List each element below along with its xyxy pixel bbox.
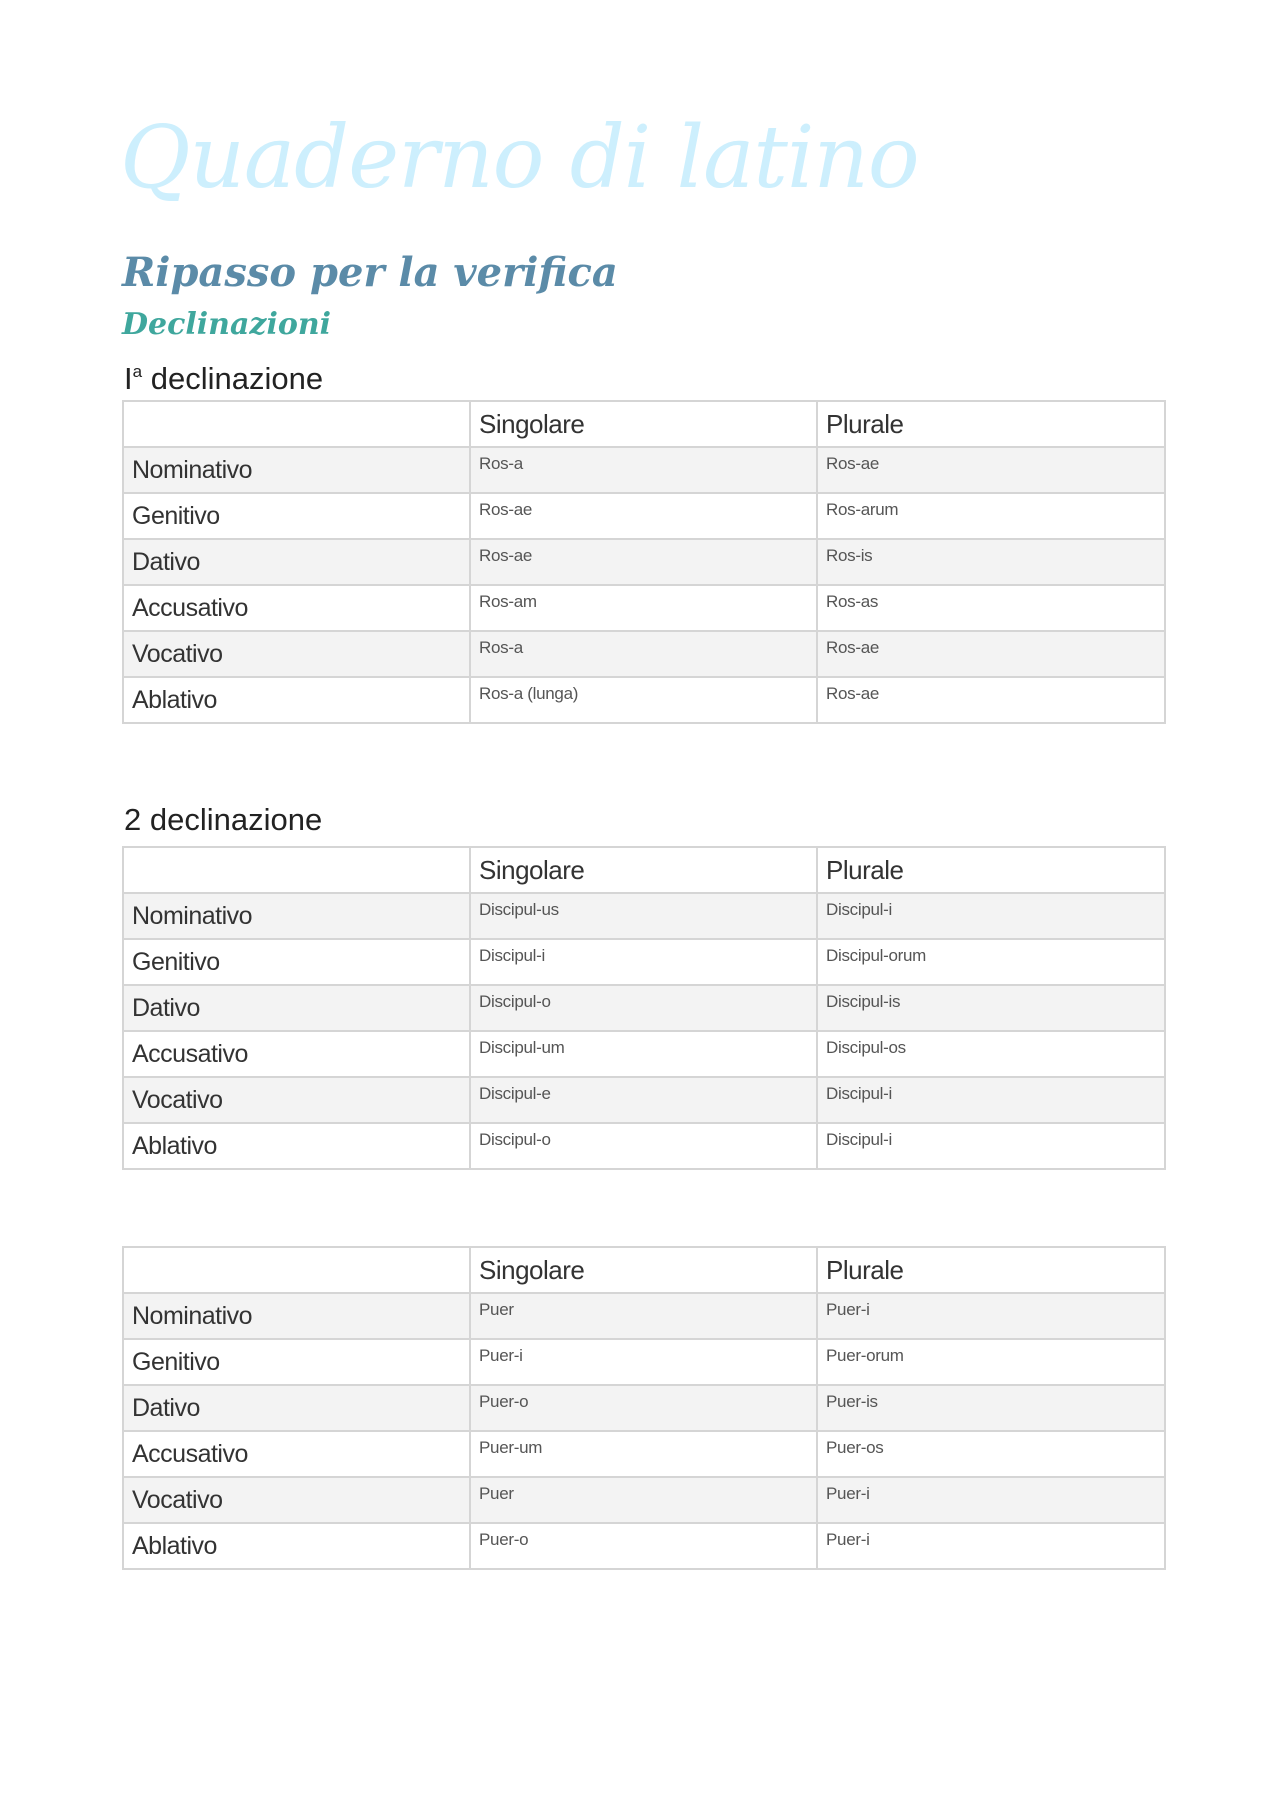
table-row xyxy=(123,1523,1165,1569)
case-cell: Nominativo xyxy=(123,447,470,493)
case-cell: Accusativo xyxy=(123,1031,470,1077)
singular-cell: Discipul-e xyxy=(470,1077,817,1123)
table-row xyxy=(123,985,1165,1031)
plural-cell: Discipul-orum xyxy=(817,939,1165,985)
singular-cell: Discipul-i xyxy=(470,939,817,985)
case-cell: Ablativo xyxy=(123,1123,470,1169)
singular-cell: Discipul-um xyxy=(470,1031,817,1077)
case-cell: Vocativo xyxy=(123,1477,470,1523)
singular-cell: Ros-a (lunga) xyxy=(470,677,817,723)
case-cell: Dativo xyxy=(123,539,470,585)
plural-cell: Discipul-i xyxy=(817,893,1165,939)
table-row xyxy=(123,1477,1165,1523)
plural-cell: Discipul-i xyxy=(817,1077,1165,1123)
case-cell: Nominativo xyxy=(123,1293,470,1339)
plural-cell: Ros-is xyxy=(817,539,1165,585)
plural-cell: Ros-ae xyxy=(817,631,1165,677)
plural-cell: Discipul-os xyxy=(817,1031,1165,1077)
table-row xyxy=(123,939,1165,985)
case-cell: Vocativo xyxy=(123,1077,470,1123)
singular-cell: Puer-o xyxy=(470,1385,817,1431)
page-title: Quaderno di latino xyxy=(120,108,919,208)
plural-cell: Ros-ae xyxy=(817,677,1165,723)
singular-cell: Discipul-us xyxy=(470,893,817,939)
table-row xyxy=(123,1385,1165,1431)
second-declension-heading: 2 declinazione xyxy=(124,802,323,837)
table-row xyxy=(123,1031,1165,1077)
case-cell: Dativo xyxy=(123,1385,470,1431)
table-header-row xyxy=(123,847,1165,893)
first-declension-heading-ordinal: a xyxy=(132,362,143,381)
page-subtitle: Ripasso per la verifica xyxy=(122,249,618,296)
case-cell: Genitivo xyxy=(123,939,470,985)
case-cell: Ablativo xyxy=(123,1523,470,1569)
plural-cell: Ros-as xyxy=(817,585,1165,631)
singular-cell: Puer xyxy=(470,1477,817,1523)
table-row xyxy=(123,447,1165,493)
case-cell: Vocativo xyxy=(123,631,470,677)
plural-cell: Puer-i xyxy=(817,1477,1165,1523)
header-cell-plural: Plurale xyxy=(817,847,1165,893)
singular-cell: Discipul-o xyxy=(470,985,817,1031)
section-heading: Declinazioni xyxy=(122,307,332,342)
case-cell: Genitivo xyxy=(123,1339,470,1385)
plural-cell: Puer-is xyxy=(817,1385,1165,1431)
table-row xyxy=(123,893,1165,939)
first-declension-table xyxy=(122,400,1166,724)
singular-cell: Ros-am xyxy=(470,585,817,631)
table-row xyxy=(123,631,1165,677)
header-cell-plural: Plurale xyxy=(817,1247,1165,1293)
plural-cell: Puer-i xyxy=(817,1293,1165,1339)
header-cell-empty xyxy=(123,1247,470,1293)
plural-cell: Ros-ae xyxy=(817,447,1165,493)
table-row xyxy=(123,539,1165,585)
table-row xyxy=(123,493,1165,539)
plural-cell: Puer-i xyxy=(817,1523,1165,1569)
header-cell-singular: Singolare xyxy=(470,401,817,447)
table-row xyxy=(123,585,1165,631)
plural-cell: Puer-os xyxy=(817,1431,1165,1477)
case-cell: Dativo xyxy=(123,985,470,1031)
plural-cell: Puer-orum xyxy=(817,1339,1165,1385)
singular-cell: Puer-i xyxy=(470,1339,817,1385)
case-cell: Accusativo xyxy=(123,1431,470,1477)
header-cell-empty xyxy=(123,847,470,893)
singular-cell: Discipul-o xyxy=(470,1123,817,1169)
singular-cell: Ros-a xyxy=(470,631,817,677)
table-row xyxy=(123,1077,1165,1123)
header-cell-plural: Plurale xyxy=(817,401,1165,447)
case-cell: Accusativo xyxy=(123,585,470,631)
table-row xyxy=(123,1123,1165,1169)
table-row xyxy=(123,1293,1165,1339)
case-cell: Genitivo xyxy=(123,493,470,539)
first-declension-heading-text: declinazione xyxy=(142,361,324,396)
case-cell: Nominativo xyxy=(123,893,470,939)
plural-cell: Ros-arum xyxy=(817,493,1165,539)
table-row xyxy=(123,1339,1165,1385)
second-declension-table xyxy=(122,846,1166,1170)
puer-declension-table xyxy=(122,1246,1166,1570)
header-cell-singular: Singolare xyxy=(470,1247,817,1293)
singular-cell: Puer-um xyxy=(470,1431,817,1477)
singular-cell: Ros-ae xyxy=(470,539,817,585)
case-cell: Ablativo xyxy=(123,677,470,723)
table-row xyxy=(123,1431,1165,1477)
plural-cell: Discipul-i xyxy=(817,1123,1165,1169)
header-cell-empty xyxy=(123,401,470,447)
plural-cell: Discipul-is xyxy=(817,985,1165,1031)
table-row xyxy=(123,677,1165,723)
header-cell-singular: Singolare xyxy=(470,847,817,893)
first-declension-heading-number: I xyxy=(124,361,133,396)
first-declension-heading xyxy=(124,352,323,399)
singular-cell: Puer xyxy=(470,1293,817,1339)
singular-cell: Ros-ae xyxy=(470,493,817,539)
singular-cell: Ros-a xyxy=(470,447,817,493)
table-header-row xyxy=(123,401,1165,447)
singular-cell: Puer-o xyxy=(470,1523,817,1569)
table-header-row xyxy=(123,1247,1165,1293)
